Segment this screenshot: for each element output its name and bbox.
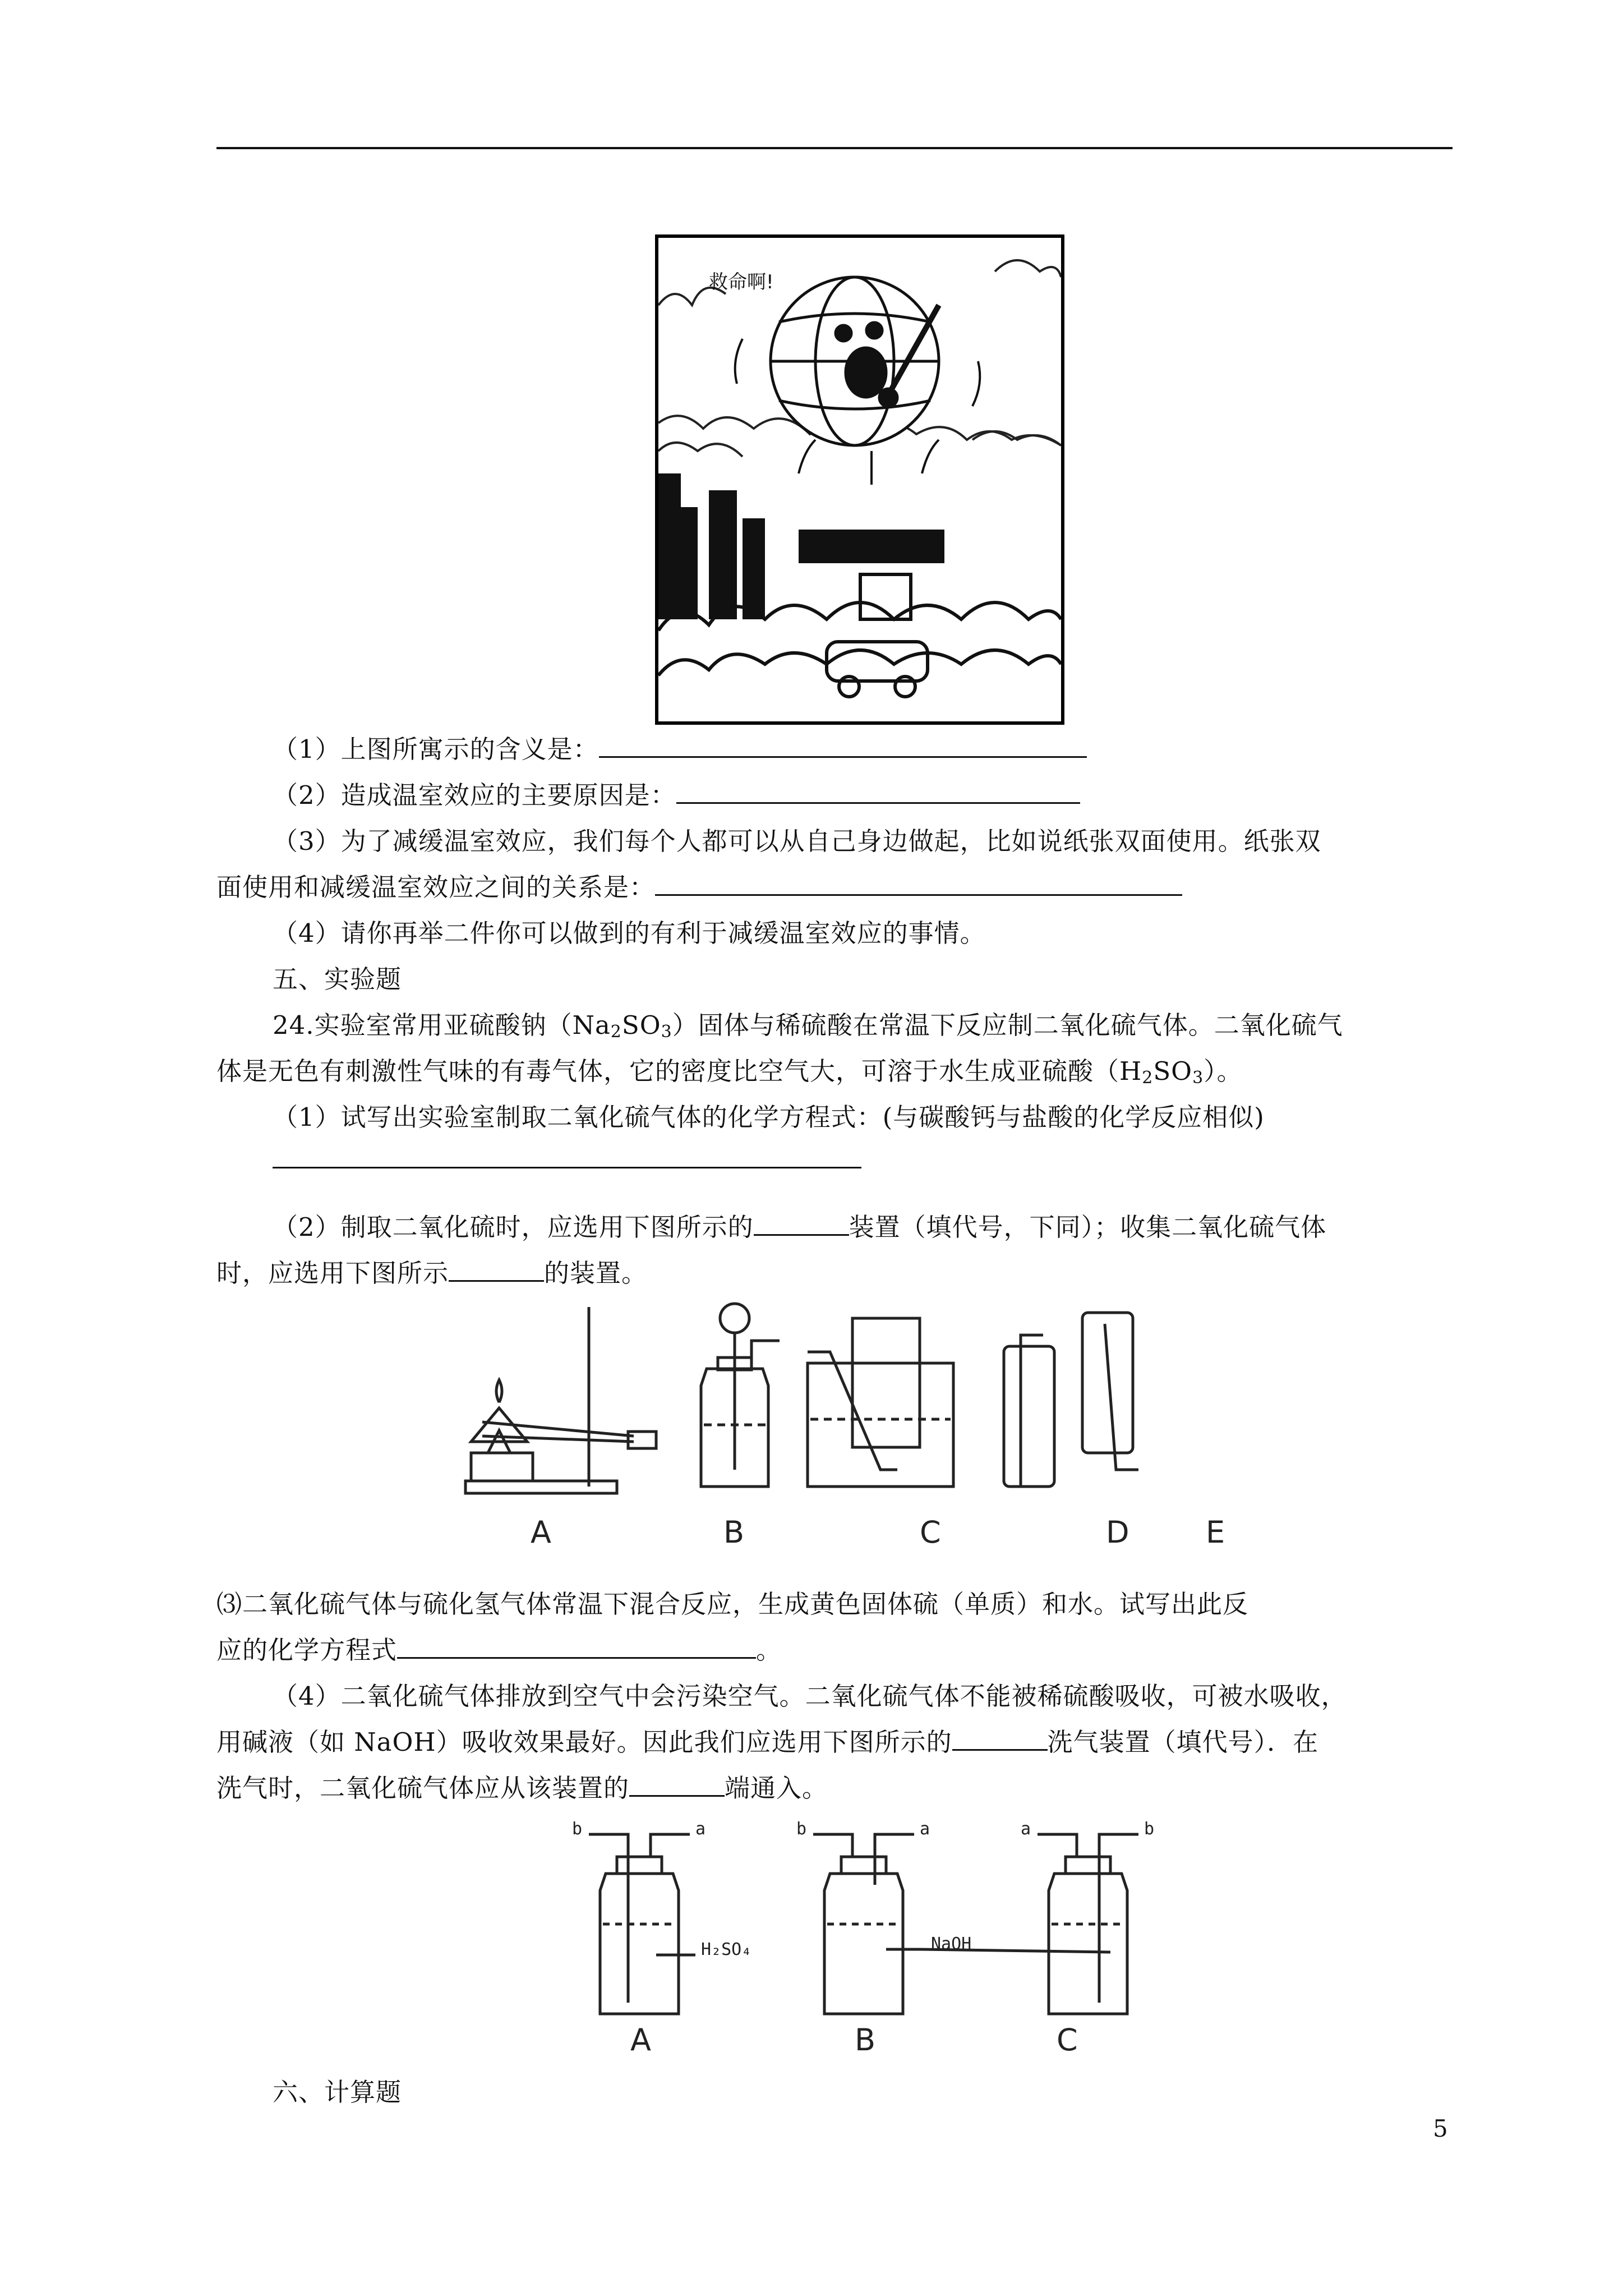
section5-heading: 五、实验题 — [273, 964, 402, 994]
q5-2-line1: （2）制取二氧化硫时，应选用下图所示的 装置（填代号，下同）；收集二氧化硫气体 — [273, 1205, 1326, 1250]
header-rule — [216, 147, 1453, 149]
answer-blank[interactable] — [655, 869, 1182, 896]
reagent-h2so4: H₂SO₄ — [701, 1940, 752, 1959]
q5-1-answer — [273, 1138, 861, 1182]
port-a-label-b: a — [920, 1819, 930, 1839]
q5-3-line1: ⑶二氧化硫气体与硫化氢气体常温下混合反应，生成黄色固体硫（单质）和水。试写出此反 — [216, 1589, 1249, 1619]
p24-line1: 24.实验室常用亚硫酸钠$(Na_2SO_3)$固体与稀硫酸在常温下反应制二氧化硫气体。二氧化硫气 — [273, 1010, 1343, 1042]
q5-4-line3: 洗气时，二氧化硫气体应从该装置的 端通入。 — [216, 1766, 828, 1811]
apparatus-label-e: E — [1206, 1515, 1225, 1550]
q5-4-line1: （4）二氧化硫气体排放到空气中会污染空气。二氧化硫气体不能被稀硫酸吸收，可被水吸收， — [273, 1681, 1347, 1711]
apparatus-label-c: C — [920, 1515, 941, 1550]
section6-heading: 六、计算题 — [273, 2077, 402, 2107]
answer-blank[interactable] — [273, 1142, 861, 1168]
apparatus-a-block — [471, 1453, 533, 1481]
wash-label-c: C — [1057, 2022, 1078, 2058]
greenhouse-cartoon-image — [655, 234, 1064, 725]
reagent-naoh: NaOH — [931, 1934, 972, 1954]
cartoon-caption: 救命啊! — [709, 271, 774, 293]
port-b-label-c: b — [1144, 1819, 1155, 1839]
q5-1: （1）试写出实验室制取二氧化硫气体的化学方程式：(与碳酸钙与盐酸的化学反应相似) — [273, 1102, 1265, 1132]
answer-blank[interactable] — [952, 1724, 1048, 1751]
page-number: 5 — [1433, 2115, 1448, 2142]
q4-4: （4）请你再举二件你可以做到的有利于减缓温室效应的事情。 — [273, 918, 986, 948]
port-a-label-a: a — [695, 1819, 706, 1839]
answer-blank[interactable] — [449, 1255, 544, 1282]
q4-3-line1: （3）为了减缓温室效应，我们每个人都可以从自己身边做起，比如说纸张双面使用。纸张双 — [273, 826, 1321, 856]
wash-bottle-figure — [572, 1812, 1166, 2047]
q5-4-line2: 用碱液（如 NaOH）吸收效果最好。因此我们应选用下图所示的 洗气装置（填代号）．在 — [216, 1720, 1318, 1765]
answer-blank[interactable] — [397, 1632, 756, 1659]
apparatus-label-d: D — [1106, 1515, 1129, 1550]
q4-2: （2）造成温室效应的主要原因是： — [273, 773, 1080, 818]
port-b-label-a: b — [572, 1819, 583, 1839]
q4-3-line2: 面使用和减缓温室效应之间的关系是： — [216, 865, 1182, 910]
globe-thermometer-cartoon-icon — [658, 238, 1061, 721]
answer-blank[interactable] — [599, 731, 1087, 758]
q5-3-line2: 应的化学方程式 。 — [216, 1628, 782, 1673]
apparatus-label-b: B — [723, 1515, 745, 1550]
answer-blank[interactable] — [676, 777, 1080, 804]
wash-label-a: A — [630, 2022, 651, 2058]
port-a-label-c: a — [1021, 1819, 1031, 1839]
q5-2-line2: 时，应选用下图所示 的装置。 — [216, 1251, 647, 1296]
port-b-label-b: b — [796, 1819, 807, 1839]
wash-label-b: B — [855, 2022, 876, 2058]
answer-blank[interactable] — [754, 1209, 849, 1236]
apparatus-a-base — [465, 1481, 617, 1493]
answer-blank[interactable] — [629, 1770, 725, 1797]
p24-line2: 体是无色有刺激性气味的有毒气体，它的密度比空气大，可溶于水生成亚硫酸$(H_2SO_3)$。 — [216, 1056, 1243, 1088]
q4-1: （1）上图所寓示的含义是： — [273, 727, 1087, 772]
apparatus-label-a: A — [531, 1515, 551, 1550]
